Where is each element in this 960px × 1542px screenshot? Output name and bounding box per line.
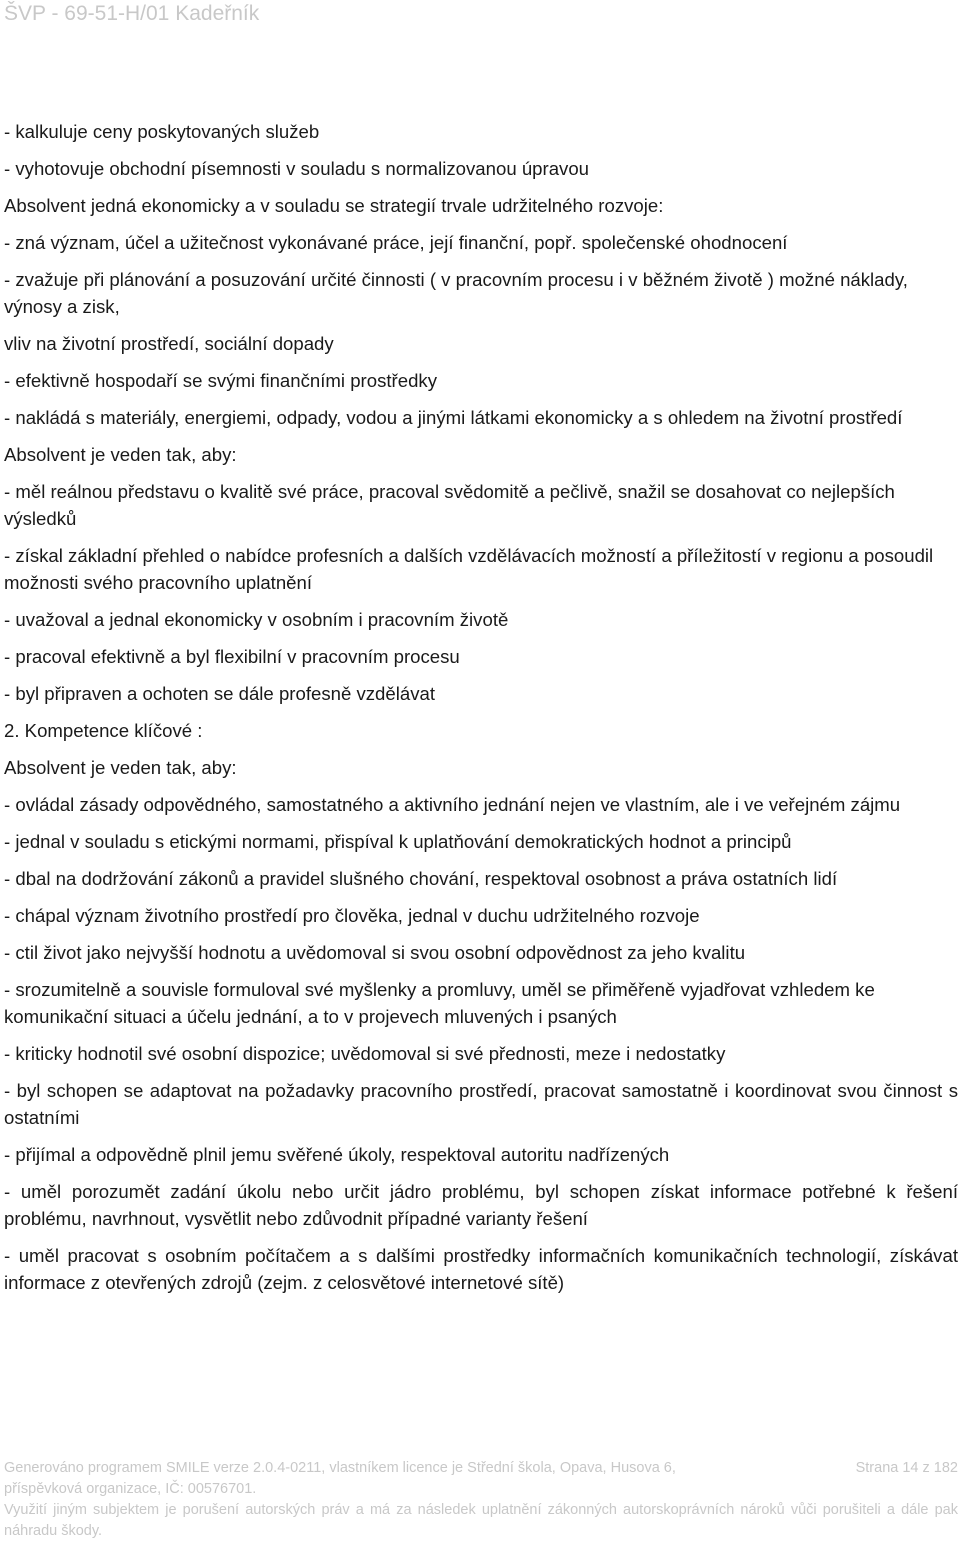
paragraph: vliv na životní prostředí, sociální dopady (4, 333, 334, 354)
page-header-title: ŠVP - 69-51-H/01 Kadeřník (4, 2, 260, 25)
paragraph: - byl připraven a ochoten se dále profesně vzdělávat (4, 683, 436, 704)
paragraph: - uvažoval a jednal ekonomicky v osobním i pracovním životě (4, 609, 509, 630)
paragraph: - vyhotovuje obchodní písemnosti v souladu s normalizovanou úpravou (4, 158, 590, 179)
paragraph: - chápal význam životního prostředí pro člověka, jednal v duchu udržitelného rozvoje (4, 905, 700, 926)
paragraph: - jednal v souladu s etickými normami, přispíval k uplatňování demokratických hodnot a principů (4, 831, 792, 852)
paragraph: - získal základní přehled o nabídce profesních a dalších vzdělávacích možností a příležitostí v regionu a posoudil možnosti svého pracovního uplatnění (4, 545, 934, 593)
paragraph: - kriticky hodnotil své osobní dispozice; uvědomoval si své přednosti, meze i nedostatky (4, 1043, 726, 1064)
footer-page-number: Strana 14 z 182 (855, 1460, 958, 1476)
footer-generated-text: Generováno programem SMILE verze 2.0.4-0211, vlastníkem licence je Střední škola, Opava, Husova 6, (4, 1460, 676, 1476)
paragraph: - pracoval efektivně a byl flexibilní v pracovním procesu (4, 646, 460, 667)
paragraph: - kalkuluje ceny poskytovaných služeb (4, 121, 320, 142)
footer-organization: příspěvková organizace, IČ: 00576701. (4, 1481, 257, 1497)
footer-top-row (4, 1458, 958, 1479)
paragraph: - měl reálnou představu o kvalitě své práce, pracoval svědomitě a pečlivě, snažil se dosahovat co nejlepších výsledků (4, 481, 895, 529)
paragraph: - uměl porozumět zadání úkolu nebo určit jádro problému, byl schopen získat informace potřebné k řešení problému, navrhnout, vysvětlit nebo zdůvodnit případné varianty řešení (4, 1181, 958, 1229)
paragraph: - nakládá s materiály, energiemi, odpady, vodou a jinými látkami ekonomicky a s ohledem na životní prostředí (4, 407, 903, 428)
paragraph: - ovládal zásady odpovědného, samostatného a aktivního jednání nejen ve vlastním, ale i ve veřejném zájmu (4, 794, 901, 815)
document-body (4, 118, 958, 1306)
paragraph: - byl schopen se adaptovat na požadavky pracovního prostředí, pracovat samostatně i koordinovat svou činnost s ostatními (4, 1080, 958, 1128)
section-heading: 2. Kompetence klíčové : (4, 720, 203, 741)
footer-copyright-note: Využití jiným subjektem je porušení autorských práv a má za následek uplatnění zákonných autorskoprávních nároků vůči porušiteli a dále pak náhradu škody. (4, 1502, 958, 1539)
paragraph: - dbal na dodržování zákonů a pravidel slušného chování, respektoval osobnost a práva ostatních lidí (4, 868, 838, 889)
page-footer (4, 1458, 958, 1542)
paragraph: Absolvent jedná ekonomicky a v souladu se strategií trvale udržitelného rozvoje: (4, 195, 664, 216)
paragraph: - uměl pracovat s osobním počítačem a s dalšími prostředky informačních komunikačních technologií, získávat informace z otevřených zdrojů (zejm. z celosvětové internetové sítě) (4, 1245, 958, 1293)
paragraph: - srozumitelně a souvisle formuloval své myšlenky a promluvy, uměl se přiměřeně vyjadřovat vzhledem ke komunikační situaci a účelu jednání, a to v projevech mluvených i psaných (4, 979, 875, 1027)
paragraph: - efektivně hospodaří se svými finančními prostředky (4, 370, 438, 391)
paragraph: - ctil život jako nejvyšší hodnotu a uvědomoval si svou osobní odpovědnost za jeho kvalitu (4, 942, 746, 963)
paragraph: Absolvent je veden tak, aby: (4, 444, 237, 465)
paragraph: - zná význam, účel a užitečnost vykonávané práce, její finanční, popř. společenské ohodnocení (4, 232, 788, 253)
paragraph: Absolvent je veden tak, aby: (4, 757, 237, 778)
paragraph: - zvažuje při plánování a posuzování určité činnosti ( v pracovním procesu i v běžném životě ) možné náklady, výnosy a zisk, (4, 269, 908, 317)
paragraph: - přijímal a odpovědně plnil jemu svěřené úkoly, respektoval autoritu nadřízených (4, 1144, 670, 1165)
